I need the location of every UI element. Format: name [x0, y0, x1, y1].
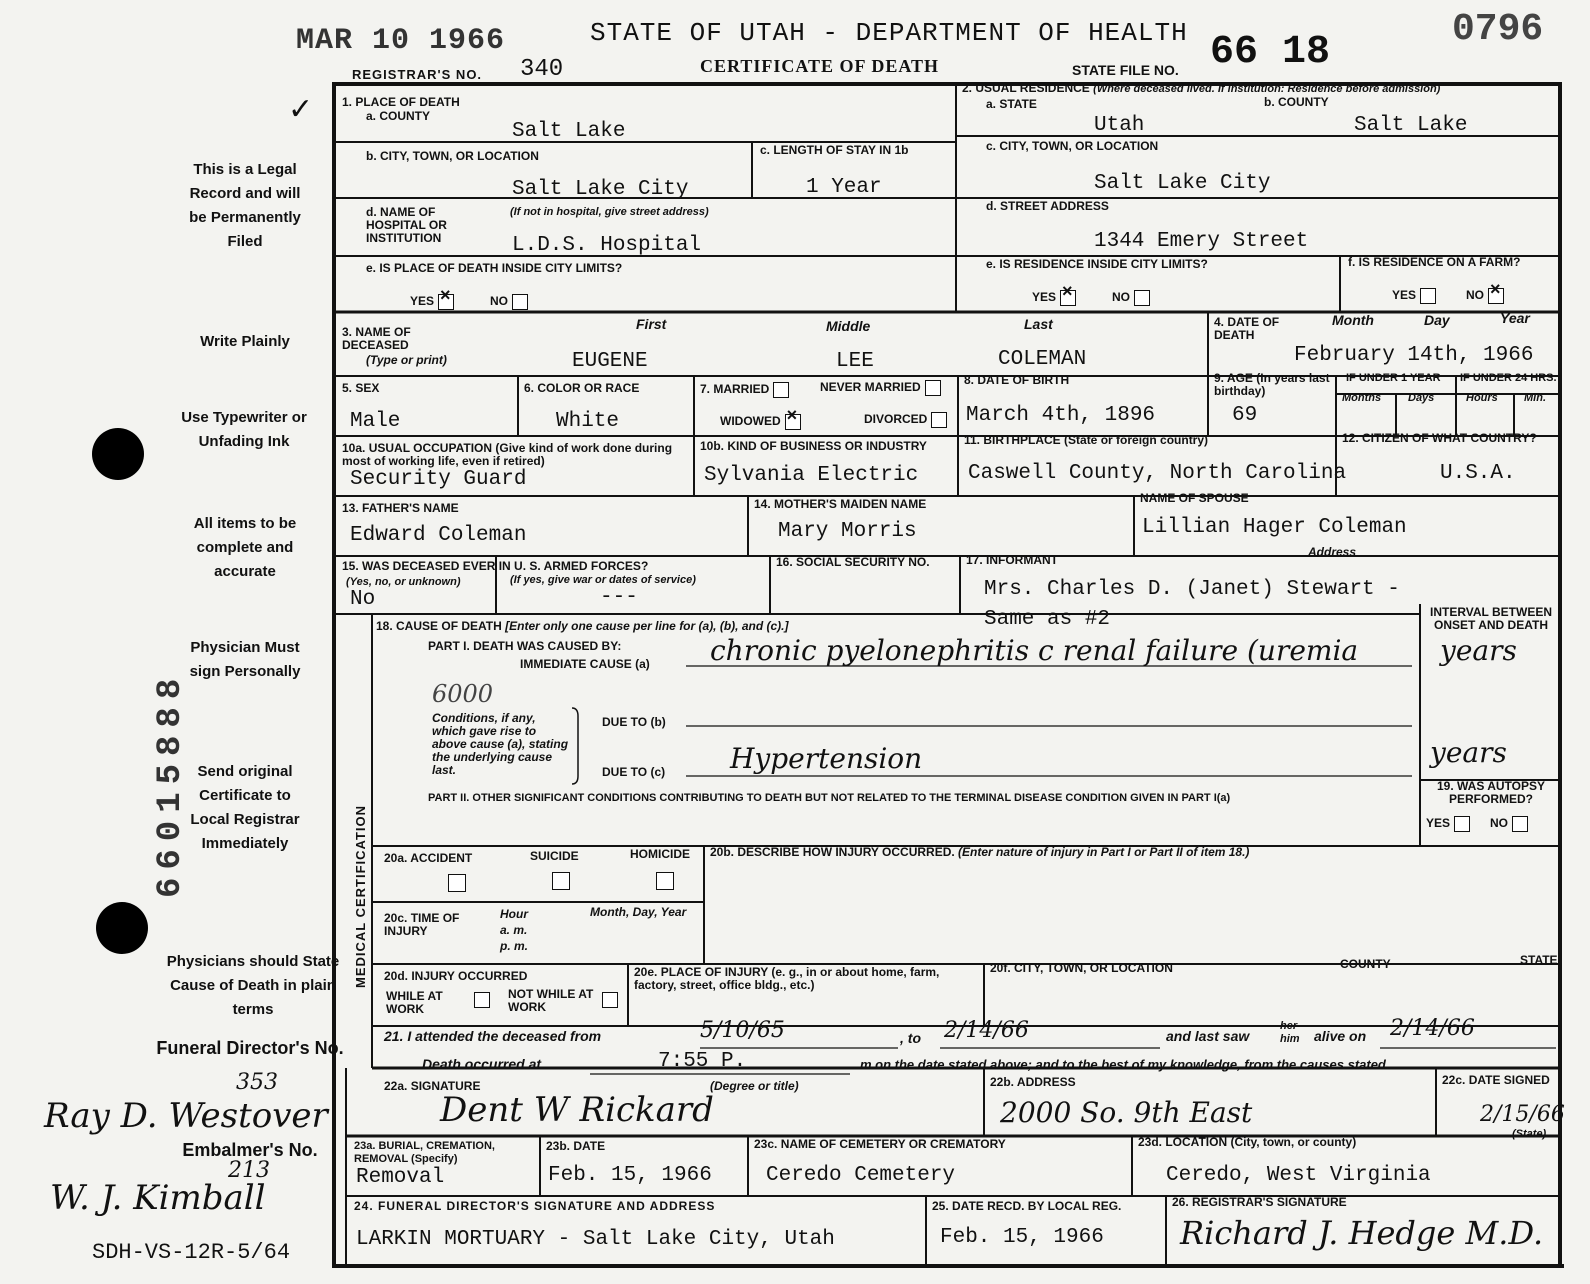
inside-city-yes	[410, 294, 454, 310]
farm-no: NO×	[1466, 288, 1504, 304]
citizen-label: 12. CITIZEN OF WHAT COUNTRY?	[1342, 431, 1537, 445]
corner-number: 0796	[1452, 8, 1544, 51]
attended-to: 2/14/66	[944, 1018, 1029, 1043]
divorced-option: DIVORCED	[864, 412, 947, 428]
last-label: Last	[1024, 316, 1053, 332]
check-mark: ✓	[288, 93, 314, 126]
interval-a: years	[1440, 634, 1517, 667]
accident-checkbox[interactable]	[448, 874, 466, 892]
mother-label: 14. MOTHER'S MAIDEN NAME	[754, 497, 927, 511]
immediate-cause: chronic pyelonephritis c renal failure (uremia	[710, 634, 1359, 667]
location-label: 23d. LOCATION (City, town, or county)	[1138, 1135, 1357, 1149]
registrar-signature: Richard J. Hedge M.D.	[1180, 1214, 1544, 1252]
cemetery-label: 23c. NAME OF CEMETERY OR CREMATORY	[754, 1137, 1006, 1151]
widowed-option: WIDOWED×	[720, 414, 801, 430]
business: Sylvania Electric	[704, 464, 919, 487]
married-option: 7. MARRIED	[700, 382, 789, 398]
received-date-stamp: MAR 10 1966	[296, 24, 506, 58]
write-plainly-note: Write Plainly	[200, 333, 290, 350]
while-at-work-label: WHILE AT WORK	[386, 989, 443, 1016]
interval-label: INTERVAL BETWEEN ONSET AND DEATH	[1429, 605, 1552, 632]
armed-forces: No	[350, 588, 376, 611]
type-print-note: (Type or print)	[366, 353, 447, 367]
residence-state-label: a. STATE	[986, 97, 1037, 111]
widowed-checkbox[interactable]	[785, 414, 801, 430]
death-county: Salt Lake	[512, 120, 626, 143]
first-name: EUGENE	[572, 350, 648, 373]
funeral-director-signature: Ray D. Westover	[44, 1096, 328, 1136]
no-checkbox[interactable]	[512, 294, 528, 310]
immediate-cause-label: IMMEDIATE CAUSE (a)	[520, 657, 650, 671]
birthplace-label: 11. BIRTHPLACE (State or foreign country)	[964, 433, 1209, 447]
inside-city-label: e. IS PLACE OF DEATH INSIDE CITY LIMITS?	[366, 261, 623, 275]
injury-county-label: COUNTY	[1340, 957, 1391, 971]
hospital-note: (If not in hospital, give street address)	[510, 206, 709, 218]
months-label: Months	[1342, 392, 1382, 404]
embalmer-signature: W. J. Kimball	[50, 1178, 266, 1218]
name-deceased-label: 3. NAME OF DECEASED	[342, 325, 411, 352]
length-stay: 1 Year	[806, 176, 882, 199]
autopsy-yes-checkbox[interactable]	[1454, 816, 1470, 832]
farm-yes: YES	[1392, 288, 1436, 304]
medical-certification-label: MEDICAL CERTIFICATION	[353, 804, 368, 988]
res-inside-yes: YES×	[1032, 290, 1076, 306]
month-day-year-label: Month, Day, Year	[590, 905, 687, 919]
physician-signature: Dent W Rickard	[440, 1090, 714, 1130]
due-to-c: Hypertension	[730, 742, 923, 775]
city-label: b. CITY, TOWN, OR LOCATION	[366, 149, 539, 163]
cause-of-death-label: 18. CAUSE OF DEATH [Enter only one cause per line for (a), (b), and (c).]	[376, 619, 789, 633]
physicians-should-note: Physicians should State Cause of Death in plain terms	[166, 953, 340, 1018]
date-of-birth: March 4th, 1896	[966, 404, 1156, 427]
burial-location: Ceredo, West Virginia	[1166, 1164, 1431, 1187]
place-injury-label: 20e. PLACE OF INJURY (e. g., in or about home, farm, factory, street, office bldg., etc.)	[634, 965, 940, 992]
sex: Male	[350, 410, 401, 433]
alive-on: 2/14/66	[1390, 1016, 1475, 1041]
not-while-work-checkbox[interactable]	[602, 992, 618, 1008]
race-label: 6. COLOR OR RACE	[524, 381, 640, 395]
occupation: Security Guard	[350, 468, 527, 491]
never-married-checkbox[interactable]	[925, 380, 941, 396]
complete-accurate-note: All items to be complete and accurate	[193, 515, 297, 580]
date-signed: 2/15/66	[1480, 1102, 1565, 1127]
document-title: CERTIFICATE OF DEATH	[700, 56, 940, 76]
dob-label: 8. DATE OF BIRTH	[964, 373, 1070, 387]
part1-label: PART I. DEATH WAS CAUSED BY:	[428, 639, 622, 653]
form-id: SDH-VS-12R-5/64	[92, 1240, 291, 1265]
funeral-director: LARKIN MORTUARY - Salt Lake City, Utah	[356, 1228, 835, 1251]
her-him-label: her him	[1280, 1020, 1300, 1045]
pm-label: p. m.	[500, 939, 529, 953]
to-label: , to	[900, 1030, 921, 1046]
age-label: 9. AGE (In years last birthday)	[1214, 371, 1330, 398]
informant-label: 17. INFORMANT	[966, 553, 1059, 567]
attended-from: 5/10/65	[700, 1018, 785, 1043]
spouse-label: NAME OF SPOUSE	[1140, 491, 1249, 505]
sex-label: 5. SEX	[342, 381, 380, 395]
citizenship: U.S.A.	[1440, 462, 1516, 485]
signature-label: 22a. SIGNATURE	[384, 1079, 481, 1093]
min-label: Min.	[1524, 392, 1546, 404]
hour-label: Hour	[500, 907, 528, 921]
first-label: First	[636, 316, 667, 332]
funeral-director-label: Funeral Director's No.	[156, 1038, 344, 1058]
no-label: NO	[490, 294, 508, 309]
address-22-label: 22b. ADDRESS	[990, 1075, 1076, 1089]
divorced-checkbox[interactable]	[931, 412, 947, 428]
funeral-director-number: 353	[236, 1070, 278, 1095]
month-label: Month	[1332, 312, 1374, 328]
part2-label: PART II. OTHER SIGNIFICANT CONDITIONS CONTRIBUTING TO DEATH BUT NOT RELATED TO THE TERMINAL DISEASE CONDITION GIVEN IN PART I(a)	[428, 792, 1231, 804]
year-label: Year	[1500, 310, 1530, 326]
degree-label: (Degree or title)	[710, 1079, 799, 1093]
burial-date-label: 23b. DATE	[546, 1139, 606, 1153]
suicide-checkbox[interactable]	[552, 872, 570, 890]
date-death-label: 4. DATE OF DEATH	[1214, 315, 1280, 342]
mother-name: Mary Morris	[778, 520, 917, 543]
never-married-option: NEVER MARRIED	[820, 380, 941, 396]
date-signed-label: 22c. DATE SIGNED	[1442, 1073, 1550, 1087]
business-label: 10b. KIND OF BUSINESS OR INDUSTRY	[700, 439, 927, 453]
date-received-label: 25. DATE RECD. BY LOCAL REG.	[932, 1199, 1122, 1213]
death-city: Salt Lake City	[512, 178, 689, 201]
residence-county-label: b. COUNTY	[1264, 95, 1329, 109]
embalmer-number: 213	[228, 1158, 270, 1183]
due-to-b-label: DUE TO (b)	[602, 715, 666, 729]
autopsy-no-checkbox[interactable]	[1512, 816, 1528, 832]
homicide-label: HOMICIDE	[630, 847, 690, 861]
vertical-control-number: 66015888	[152, 670, 190, 898]
while-work-checkbox[interactable]	[474, 992, 490, 1008]
armed-service: ---	[600, 586, 638, 609]
funeral-director-sig-label: 24. FUNERAL DIRECTOR'S SIGNATURE AND ADDRESS	[354, 1199, 716, 1213]
burial-label: 23a. BURIAL, CREMATION, REMOVAL (Specify)	[354, 1140, 495, 1165]
injury-occurred-label: 20d. INJURY OCCURRED	[384, 969, 528, 983]
days-label: Days	[1408, 392, 1435, 404]
residence-county: Salt Lake	[1354, 114, 1468, 137]
punch-hole	[92, 428, 144, 480]
place-of-death-label: 1. PLACE OF DEATH	[342, 95, 460, 109]
state-file-label: STATE FILE NO.	[1072, 62, 1179, 78]
father-label: 13. FATHER'S NAME	[342, 501, 459, 515]
autopsy-label: 19. WAS AUTOPSY PERFORMED?	[1436, 779, 1546, 806]
informant-address: Same as #2	[984, 608, 1111, 631]
armed-forces-label: 15. WAS DECEASED EVER IN U. S. ARMED FORCES?	[342, 559, 649, 573]
death-time: 7:55 P.	[658, 1050, 747, 1073]
time-injury-label: 20c. TIME OF INJURY	[384, 911, 460, 938]
injury-state-label: STATE	[1520, 953, 1558, 967]
age: 69	[1232, 404, 1258, 427]
informant: Mrs. Charles D. (Janet) Stewart -	[984, 578, 1400, 601]
knowledge-statement: m on the date stated above; and to the best of my knowledge, from the causes stated.	[860, 1057, 1390, 1072]
legal-record-note: This is a Legal Record and will be Permanently Filed	[189, 161, 301, 250]
middle-label: Middle	[826, 318, 871, 334]
burial-type: Removal	[356, 1166, 445, 1189]
residence-city: Salt Lake City	[1094, 172, 1271, 195]
suicide-label: SUICIDE	[530, 849, 579, 863]
street-address: 1344 Emery Street	[1094, 230, 1309, 253]
state-file-number: 66 18	[1210, 30, 1331, 75]
residence-state: Utah	[1094, 114, 1145, 137]
death-at-label: Death occurred at	[422, 1056, 542, 1072]
state-title: STATE OF UTAH - DEPARTMENT OF HEALTH	[590, 18, 1188, 48]
hospital-label: d. NAME OF HOSPITAL OR INSTITUTION	[366, 205, 447, 245]
res-inside-no: NO	[1112, 290, 1150, 306]
cemetery: Ceredo Cemetery	[766, 1164, 956, 1187]
under-24-hrs-label: IF UNDER 24 HRS.	[1460, 372, 1557, 384]
physician-sign-note: Physician Must sign Personally	[189, 639, 301, 680]
interval-c: years	[1430, 736, 1507, 769]
autopsy-no: NO	[1490, 816, 1528, 832]
conditions-note: Conditions, if any, which gave rise to above cause (a), stating the underlying cause last.	[432, 711, 569, 777]
am-label: a. m.	[500, 923, 528, 937]
typewriter-note: Use Typewriter or Unfading Ink	[181, 409, 307, 450]
state-small-label: (State)	[1512, 1128, 1547, 1140]
residence-city-label: c. CITY, TOWN, OR LOCATION	[986, 139, 1159, 153]
registrar-signature-label: 26. REGISTRAR'S SIGNATURE	[1172, 1195, 1347, 1209]
not-while-work-label: NOT WHILE AT WORK	[508, 987, 594, 1014]
send-original-note: Send original Certificate to Local Registrar Immediately	[190, 763, 300, 852]
attended-label: 21. I attended the deceased from	[384, 1028, 602, 1044]
punch-hole	[96, 902, 148, 954]
armed-note-2: (If yes, give war or dates of service)	[510, 574, 696, 586]
registrar-number-label: REGISTRAR'S NO.	[352, 67, 483, 82]
birthplace: Caswell County, North Carolina	[968, 462, 1347, 485]
farm-yes-checkbox[interactable]	[1420, 288, 1436, 304]
farm-label: f. IS RESIDENCE ON A FARM?	[1348, 255, 1521, 269]
county-label: a. COUNTY	[366, 109, 431, 123]
usual-residence-label: 2. USUAL RESIDENCE (Where deceased lived. If institution: Residence before admission)	[962, 81, 1441, 95]
yes-checkbox[interactable]	[438, 294, 454, 310]
residence-inside-label: e. IS RESIDENCE INSIDE CITY LIMITS?	[986, 257, 1208, 271]
due-to-c-label: DUE TO (c)	[602, 765, 666, 779]
yes-label: YES	[410, 294, 435, 309]
armed-note-1: (Yes, no, or unknown)	[346, 576, 461, 588]
homicide-checkbox[interactable]	[656, 872, 674, 890]
street-address-label: d. STREET ADDRESS	[986, 199, 1109, 213]
date-received: Feb. 15, 1966	[940, 1226, 1104, 1249]
registrar-number: 340	[520, 56, 564, 83]
race: White	[556, 410, 620, 433]
inside-city-no	[490, 294, 528, 310]
father-name: Edward Coleman	[350, 524, 527, 547]
spouse-name: Lillian Hager Coleman	[1142, 516, 1407, 539]
describe-injury-label: 20b. DESCRIBE HOW INJURY OCCURRED. (Enter nature of injury in Part I or Part II of item 18.)	[710, 845, 1250, 859]
address-label: Address	[1308, 545, 1357, 559]
injury-city-label: 20f. CITY, TOWN, OR LOCATION	[990, 961, 1173, 975]
hospital-name: L.D.S. Hospital	[512, 234, 702, 257]
cause-code: 6000	[432, 680, 494, 708]
embalmer-label: Embalmer's No.	[182, 1140, 318, 1160]
alive-on-label: alive on	[1314, 1028, 1367, 1044]
accident-label: 20a. ACCIDENT	[384, 851, 473, 865]
middle-name: LEE	[836, 350, 874, 373]
day-label: Day	[1424, 312, 1450, 328]
res-yes-checkbox[interactable]	[1060, 290, 1076, 306]
length-stay-label: c. LENGTH OF STAY IN 1b	[760, 143, 909, 157]
occupation-label: 10a. USUAL OCCUPATION (Give kind of work done during most of working life, even if retired)	[342, 441, 673, 468]
ssn-label: 16. SOCIAL SECURITY NO.	[776, 555, 930, 569]
physician-address: 2000 So. 9th East	[1000, 1096, 1253, 1129]
date-of-death: February 14th, 1966	[1294, 344, 1534, 367]
last-saw-label: and last saw	[1166, 1028, 1250, 1044]
farm-no-checkbox[interactable]	[1488, 288, 1504, 304]
under-1-year-label: IF UNDER 1 YEAR	[1346, 372, 1441, 384]
last-name: COLEMAN	[998, 348, 1087, 371]
married-checkbox[interactable]	[773, 382, 789, 398]
res-no-checkbox[interactable]	[1134, 290, 1150, 306]
burial-date: Feb. 15, 1966	[548, 1164, 712, 1187]
hours-label: Hours	[1466, 392, 1498, 404]
autopsy-yes: YES	[1426, 816, 1470, 832]
